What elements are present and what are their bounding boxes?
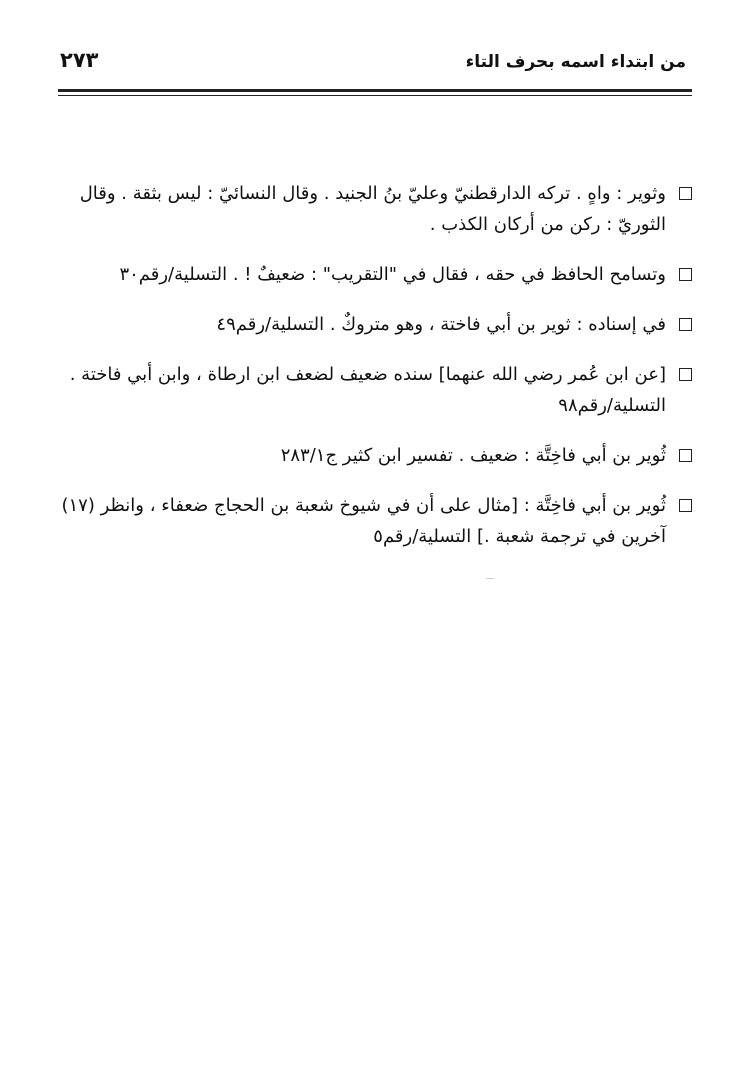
entry-list: [56, 178, 692, 571]
page-number: ٢٧٣: [60, 48, 99, 72]
scan-speck: [486, 578, 494, 579]
list-item: [56, 309, 692, 340]
list-item: [56, 359, 692, 421]
list-item: [56, 259, 692, 290]
running-title: من ابتداء اسمه بحرف التاء: [465, 52, 686, 72]
checkbox-icon: [679, 499, 692, 512]
checkbox-icon: [679, 268, 692, 281]
checkbox-icon: [679, 449, 692, 462]
checkbox-icon: [679, 318, 692, 331]
entry-text: [عن ابن عُمر رضي الله عنهما] سنده ضعيف لضعف ابن ارطاة ، وابن أبي فاختة . التسلية/رقم٩٨: [69, 364, 666, 416]
header-rule-thick: [58, 89, 692, 92]
checkbox-icon: [679, 187, 692, 200]
entry-text: وثوير : واهٍ . تركه الدارقطنيّ وعليّ بنُ الجنيد . وقال النسائيّ : ليس بثقة . وقال الثوريّ : ركن من أركان الكذب .: [79, 183, 666, 235]
entry-text: ثُوير بن أبي فاخِتَّة : [مثال على أن في شيوخ شعبة بن الحجاج ضعفاء ، وانظر (١٧) آخرين في ترجمة شعبة .] التسلية/رقم٥: [61, 495, 666, 547]
list-item: [56, 178, 692, 240]
entry-text: ثُوير بن أبي فاخِتَّة : ضعيف . تفسير ابن كثير ج٢٨٣/١: [280, 445, 666, 466]
header-rule-thin: [58, 95, 692, 96]
list-item: [56, 490, 692, 552]
page-header: [58, 48, 692, 88]
checkbox-icon: [679, 368, 692, 381]
list-item: [56, 440, 692, 471]
entry-text: في إسناده : ثوير بن أبي فاختة ، وهو متروكٌ . التسلية/رقم٤٩: [216, 314, 666, 335]
entry-text: وتسامح الحافظ في حقه ، فقال في "التقريب" : ضعيفٌ ! . التسلية/رقم٣٠: [119, 264, 666, 285]
